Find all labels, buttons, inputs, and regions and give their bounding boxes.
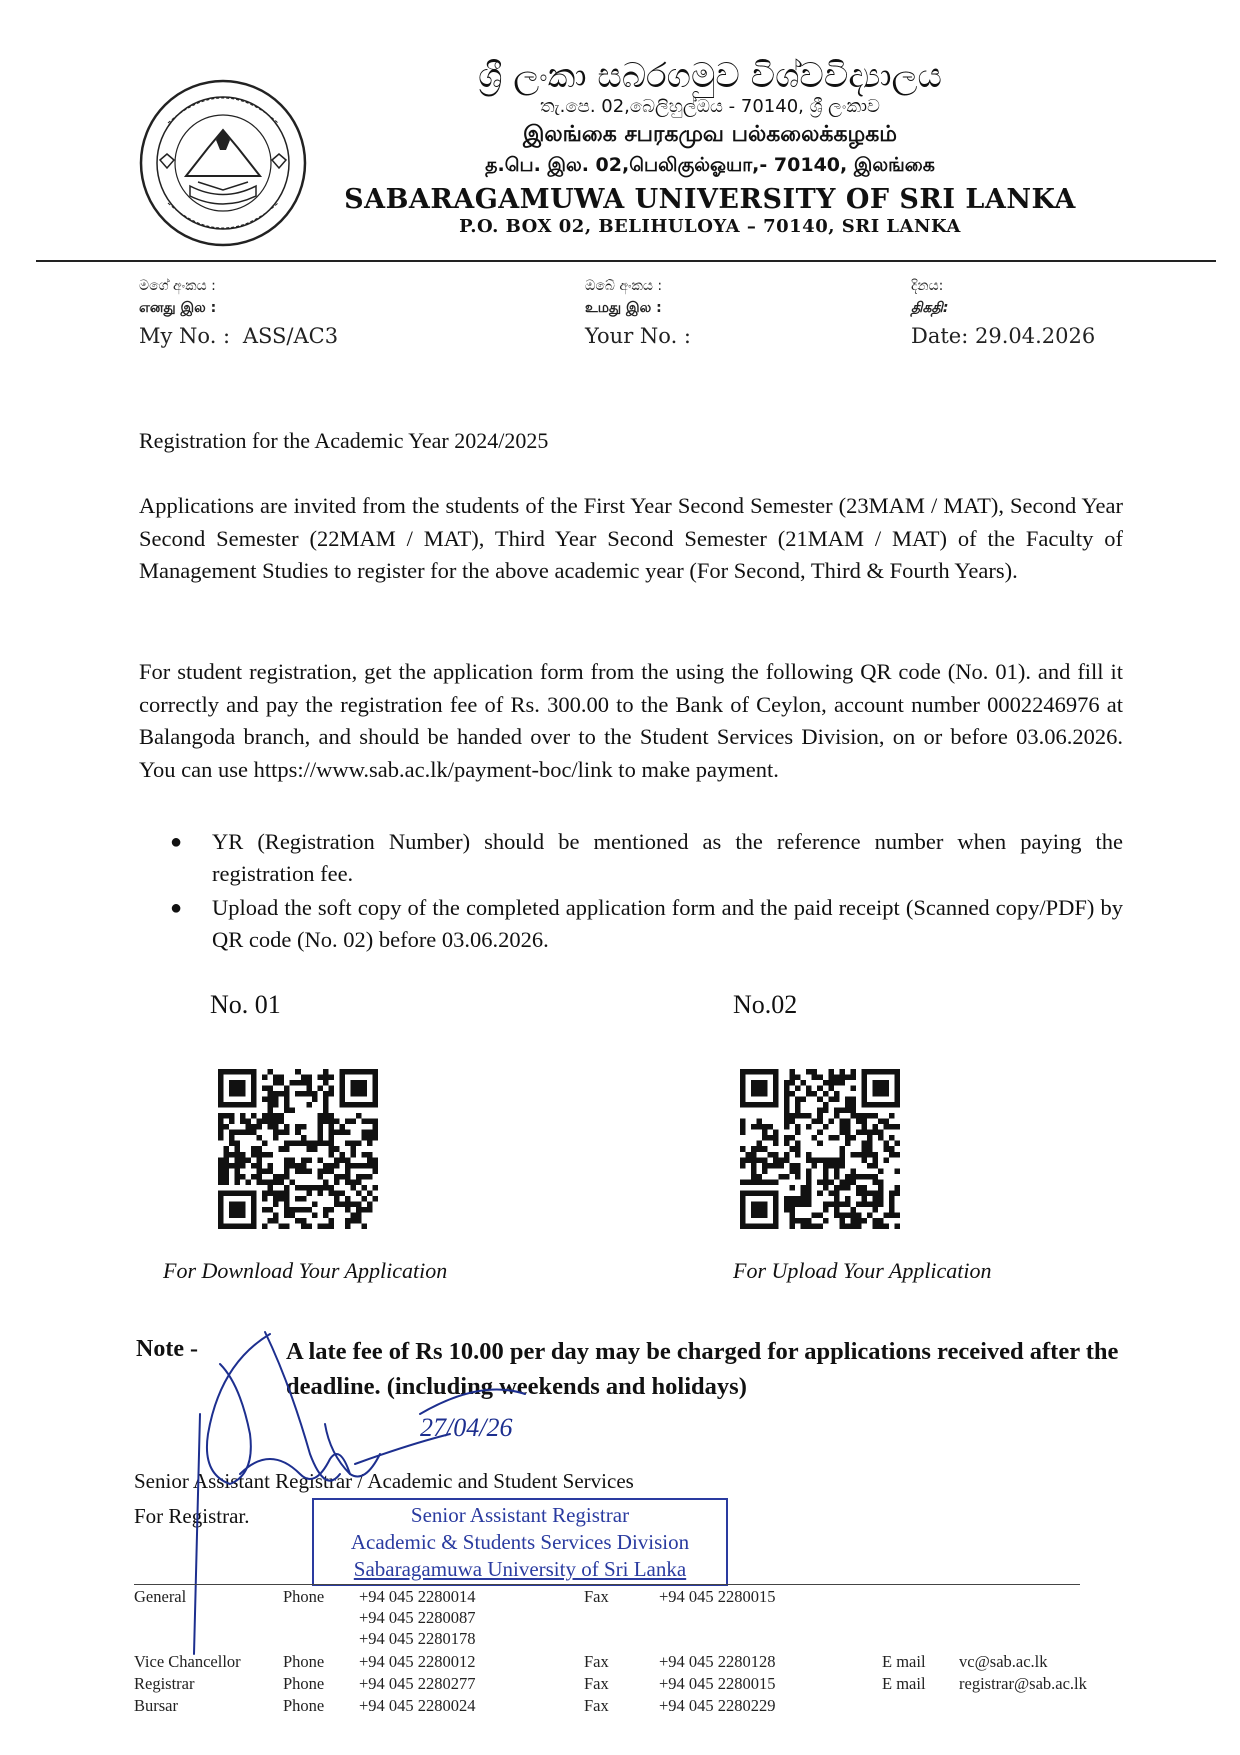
paragraph-registration-text: For student registration, get the application form from the using the following QR code (No. 01). and fill it correctly and pay the registration fee of Rs. 300.00 to the Bank of Ceylon, account number 0002246976 at Balangoda branch, and should be handed over to the Student Services Division, on or before 03.06.2026. You can use https://www.sab.ac.lk/payment-boc/link to make payment. [139,659,1123,782]
contact-general-phone-1: +94 045 2280014 [359,1587,476,1606]
my-no-value: ASS/AC3 [242,324,339,348]
contact-bursar-name: Bursar [134,1696,178,1715]
letter-date: Date: 29.04.2026 [911,324,1096,348]
university-address-tamil: த.பெ. இல. 02,பெலிகுல்ஓயா,- 70140, இலங்கை [485,154,935,176]
contact-registrar-phone-label: Phone [283,1674,325,1693]
contact-vc-name: Vice Chancellor [134,1652,241,1671]
contact-registrar-phone: +94 045 2280277 [359,1674,476,1693]
your-no-label-sinhala: ඔබේ අංකය : [585,278,663,294]
note-label: Note - [136,1336,198,1362]
contact-general-name: General [134,1587,187,1606]
contact-registrar-fax: +94 045 2280015 [659,1674,776,1693]
my-no-label-sinhala: මගේ අංකය : [139,278,216,294]
contact-vc-fax-label: Fax [584,1652,609,1671]
signatory-for-registrar: For Registrar. [134,1504,250,1528]
contact-general-phone-3: +94 045 2280178 [359,1629,476,1648]
paragraph-invitation [139,490,1123,588]
university-name-english: SABARAGAMUWA UNIVERSITY OF SRI LANKA [344,184,1076,215]
contact-general-fax: +94 045 2280015 [659,1587,776,1606]
bullet-icon: ● [170,897,183,919]
bullet-text: Upload the soft copy of the completed application form and the paid receipt (Scanned copy/PDF) by QR code (No. 02) before 03.06.2026. [212,895,1123,952]
date-label-tamil: திகதி: [911,300,949,316]
bullet-text: YR (Registration Number) should be mentioned as the reference number when paying the registration fee. [212,829,1123,886]
bullet-item [170,892,1123,956]
bullet-item [170,826,1123,890]
contact-vc-phone-label: Phone [283,1652,325,1671]
contact-general-phone-label: Phone [283,1587,325,1606]
contact-vc-email-label: E mail [882,1652,926,1671]
stamp-line-title: Senior Assistant Registrar [410,1503,630,1527]
paragraph-invitation-text: Applications are invited from the students of the First Year Second Semester (23MAM / MAT), Second Year Second Semester (22MAM / MAT), Third Year Second Semester (21MAM / MAT) of the Faculty of Management Studies to register for the above academic year (For Second, Third & Fourth Years). [139,493,1123,584]
contact-vc-email-link[interactable]: vc@sab.ac.lk [959,1652,1048,1671]
qr-code-upload[interactable] [740,1069,900,1229]
note-text: A late fee of Rs 10.00 per day may be charged for applications received after the deadline. (including weekends and holidays) [286,1338,1119,1400]
contact-registrar-fax-label: Fax [584,1674,609,1693]
contact-bursar-phone-label: Phone [283,1696,325,1715]
contact-vc-fax: +94 045 2280128 [659,1652,776,1671]
qr-caption-upload: For Upload Your Application [733,1258,992,1283]
contact-general-phone-2: +94 045 2280087 [359,1608,476,1627]
stamp-line-division: Academic & Students Services Division [350,1530,690,1554]
university-name-sinhala: ශ්‍රී ලංකා සබරගමුව විශ්වවිද්‍යාලය [478,56,942,96]
signature-date: 27/04/26 [420,1413,513,1442]
contact-bursar-phone: +94 045 2280024 [359,1696,476,1715]
my-no-label-tamil: எனது இல : [139,300,217,316]
contact-registrar-name: Registrar [134,1674,195,1693]
university-address-sinhala: තැ.පෙ. 02,බෙලිහුල්ඔය - 70140, ශ්‍රී ලංකාව [540,96,880,117]
contact-registrar-email-link[interactable]: registrar@sab.ac.lk [959,1674,1087,1693]
contact-general-fax-label: Fax [584,1587,609,1606]
contact-bursar-fax-label: Fax [584,1696,609,1715]
university-address-english: P.O. BOX 02, BELIHULOYA – 70140, SRI LANKA [459,216,961,237]
contact-registrar-email-label: E mail [882,1674,926,1693]
paragraph-registration [139,656,1123,786]
your-no-label-tamil: உமது இல : [585,300,662,316]
header-divider [36,260,1216,262]
official-stamp [312,1498,728,1586]
bullet-icon: ● [170,831,183,853]
date-label-sinhala: දිනය: [911,278,944,294]
my-no-label: My No. : [139,324,231,348]
qr-code-download[interactable] [218,1069,378,1229]
footer-divider [134,1584,1080,1585]
qr-caption-download: For Download Your Application [163,1258,448,1283]
my-no-field [139,324,338,348]
qr-label-upload: No.02 [733,990,798,1019]
university-name-tamil: இலங்கை சபரகமுவ பல்கலைக்கழகம் [522,122,898,147]
letter-title: Registration for the Academic Year 2024/2025 [139,428,549,453]
university-seal-logo [138,78,308,248]
qr-label-download: No. 01 [210,990,281,1019]
contact-vc-phone: +94 045 2280012 [359,1652,476,1671]
signatory-role: Senior Assistant Registrar / Academic and Student Services [134,1469,634,1493]
stamp-line-university: Sabaragamuwa University of Sri Lanka [353,1557,687,1581]
your-no-label: Your No. : [585,324,691,348]
contact-bursar-fax: +94 045 2280229 [659,1696,776,1715]
